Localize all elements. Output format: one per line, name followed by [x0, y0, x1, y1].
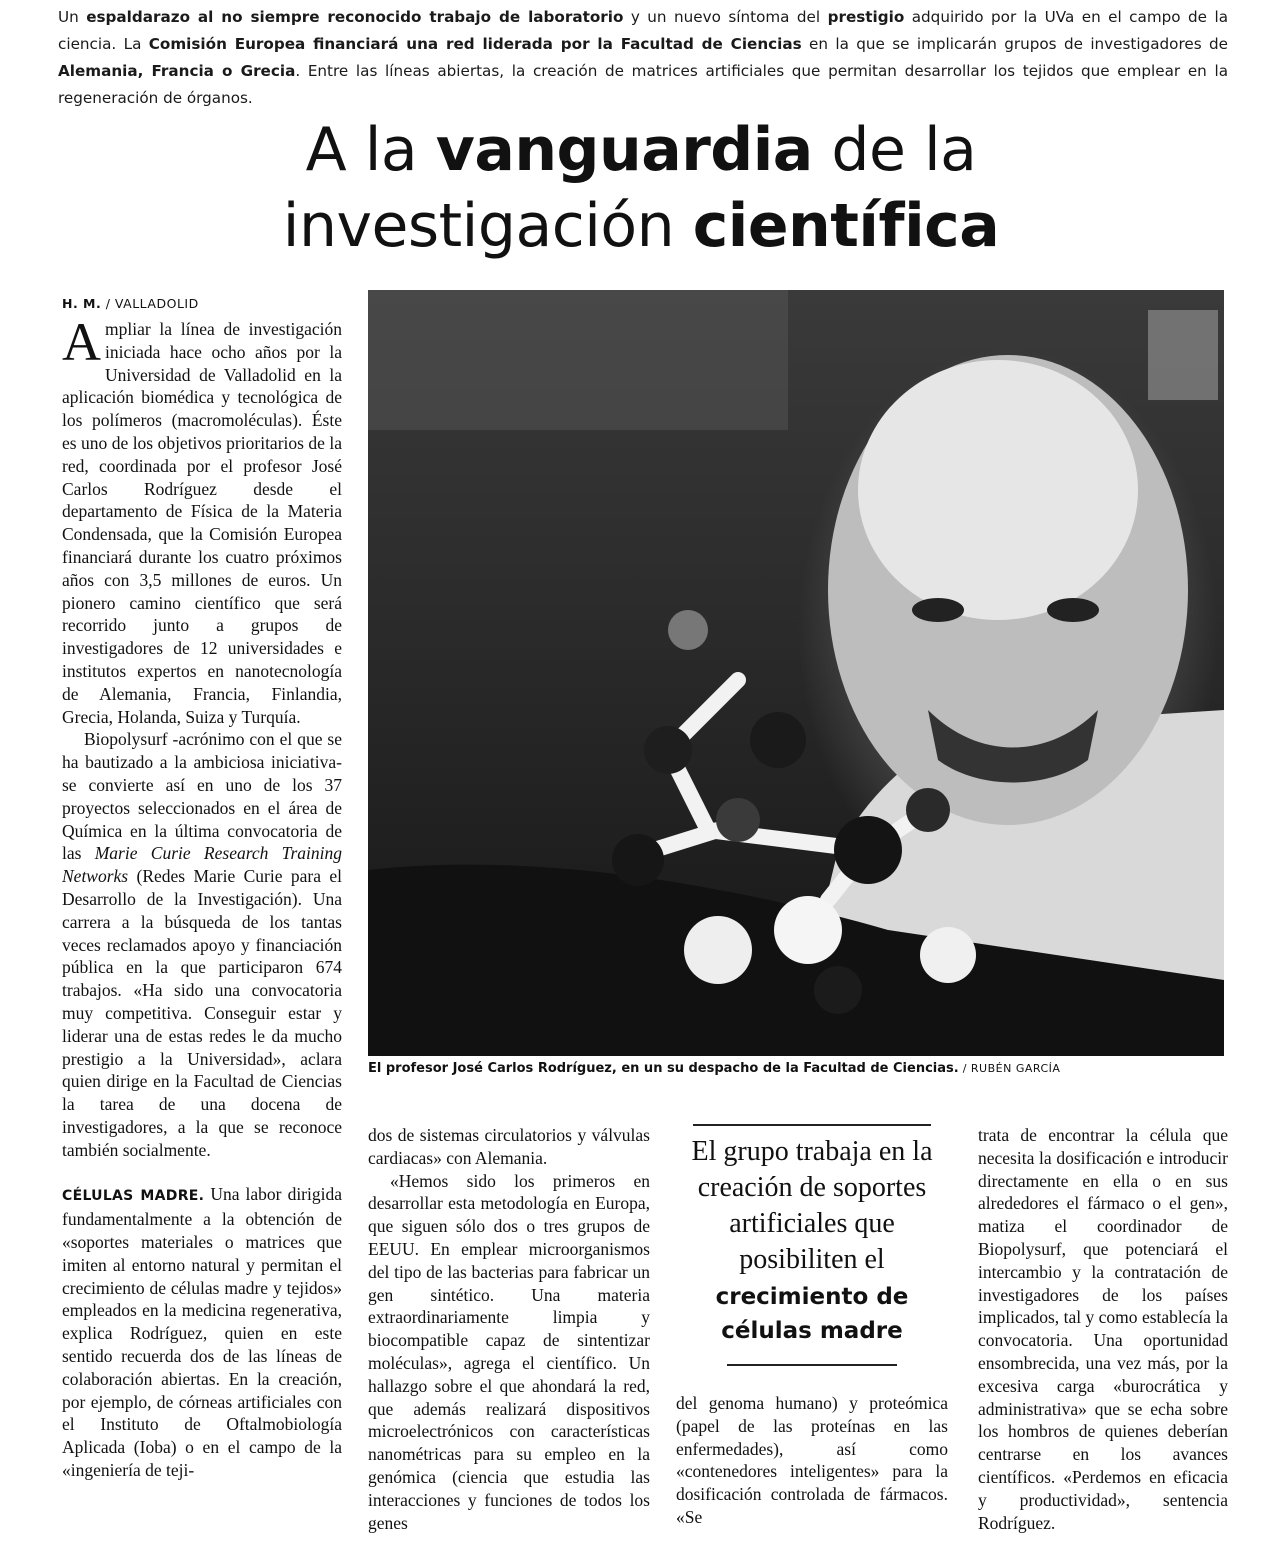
- byline-place: / VALLADOLID: [101, 296, 199, 311]
- byline: [62, 296, 199, 311]
- photo-illustration: [368, 290, 1224, 1056]
- photo-caption: El profesor José Carlos Rodríguez, en un su despacho de la Facultad de Ciencias. / RUBÉN GARCÍA: [368, 1061, 1061, 1076]
- article-column-4: trata de encontrar la célula que necesita la dosificación e introducir directamente en ella o en sus alrededores el fármaco o el gen», matiza el coordinador de Biopolysurf, que potenciará el intercambio y la contratación de investigadores de los países implicados, tal y como establecía la convocatoria. Una oportunidad ensombrecida, una vez más, por la excesiva carga «burocrática y administrativa» que se echa sobre los hombros de quienes deberían centrarse en los avances científicos. «Perdemos en eficacia y productividad», sentencia Rodríguez.: [978, 1125, 1228, 1533]
- article-column-3: del genoma humano) y proteómica (papel de las proteínas en las enfermedades), así como «contenedores inteligentes» para la dosificación controlada de fármacos. «Se: [676, 1393, 948, 1527]
- lead-paragraph: Un espaldarazo al no siempre reconocido trabajo de laboratorio y un nuevo síntoma del prestigio adquirido por la UVa en el campo de la ciencia. La Comisión Europea financiará una red liderada por la Facultad de Ciencias en la que se implicarán grupos de investigadores de Alemania, Francia o Grecia. Entre las líneas abiertas, la creación de matrices artificiales que permitan desarrollar los tejidos que emplear en la regeneración de órganos.: [58, 8, 1229, 107]
- article-photo: [368, 290, 1224, 1056]
- pull-quote: [676, 1124, 948, 1366]
- pull-quote-text: El grupo trabaja en la creación de soportes artificiales que posibiliten el: [691, 1136, 933, 1275]
- headline: A la vanguardia de la investigación científica: [282, 115, 1000, 261]
- byline-author: H. M.: [62, 296, 102, 311]
- pull-quote-emphasis: crecimiento de células madre: [715, 1284, 909, 1344]
- pull-quote-bottom-rule: [727, 1364, 897, 1366]
- article-column-1: Ampliar la línea de investigación iniciada hace ocho años por la Universidad de Valladolid en la aplicación biomédica y tecnológica de los polímeros (macromoléculas). Éste es uno de los objetivos prioritarios de la red, coordinada por el profesor José Carlos Rodríguez desde el departamento de Física de la Materia Condensada, que la Comisión Europea financiará durante los cuatro próximos años con 3,5 millones de euros. Un pionero camino científico que será recorrido junto a grupos de investigadores de 12 universidades e institutos expertos en nanotecnología de Alemania, Francia, Finlandia, Grecia, Holanda, Suiza y Turquía. Biopolysurf -acrónimo con el que se ha bautizado a la ambiciosa iniciativa- se convierte así en uno de los 37 proyectos seleccionados en el área de Química en la última convocatoria de las Marie Curie Research Training Networks (Redes Marie Curie para el Desarrollo de la Investigación). Una carrera a la búsqueda de los tantas veces reclamados apoyo y financiación pública en la que participaron 674 trabajos. «Ha sido una convocatoria muy competitiva. Conseguir estar y liderar una de estas redes le da mucho prestigio a la Universidad», aclara quien dirige en la Facultad de Ciencias la tarea de una docena de investigadores, a la que se reconoce también socialmente. CÉLULAS MADRE. Una labor dirigida fundamentalmente a la obtención de «soportes materiales o matrices que imiten al entorno natural y permitan el crecimiento de células madre y tejidos» empleados en la medicina regenerativa, explica Rodríguez, quien en este sentido recuerda dos de las líneas de colaboración abiertas. En la creación, por ejemplo, de córneas artificiales con el Instituto de Oftalmobiología Aplicada (Ioba) o en el campo de la «ingeniería de teji-: [62, 318, 342, 1481]
- section-subhead: CÉLULAS MADRE.: [62, 1188, 205, 1205]
- pull-quote-top-rule: [693, 1124, 931, 1126]
- photo-credit: / RUBÉN GARCÍA: [958, 1062, 1061, 1075]
- drop-cap: A: [62, 318, 101, 372]
- article-column-2: dos de sistemas circulatorios y válvulas cardiacas» con Alemania. «Hemos sido los primeros en desarrollar esta metodología en Europa, que siguen sólo dos o tres grupos de EEUU. En emplear microorganismos del tipo de las bacterias para fabricar un gen sintético. Una materia extraordinariamente limpia y biocompatible capaz de sintentizar moléculas», agrega el científico. Un hallazgo sobre el que ahondará la red, que además realizará dispositivos microelectrónicos con características nanométricas para su empleo en la genómica (ciencia que estudia las interacciones y funciones de todos los genes: [368, 1125, 650, 1533]
